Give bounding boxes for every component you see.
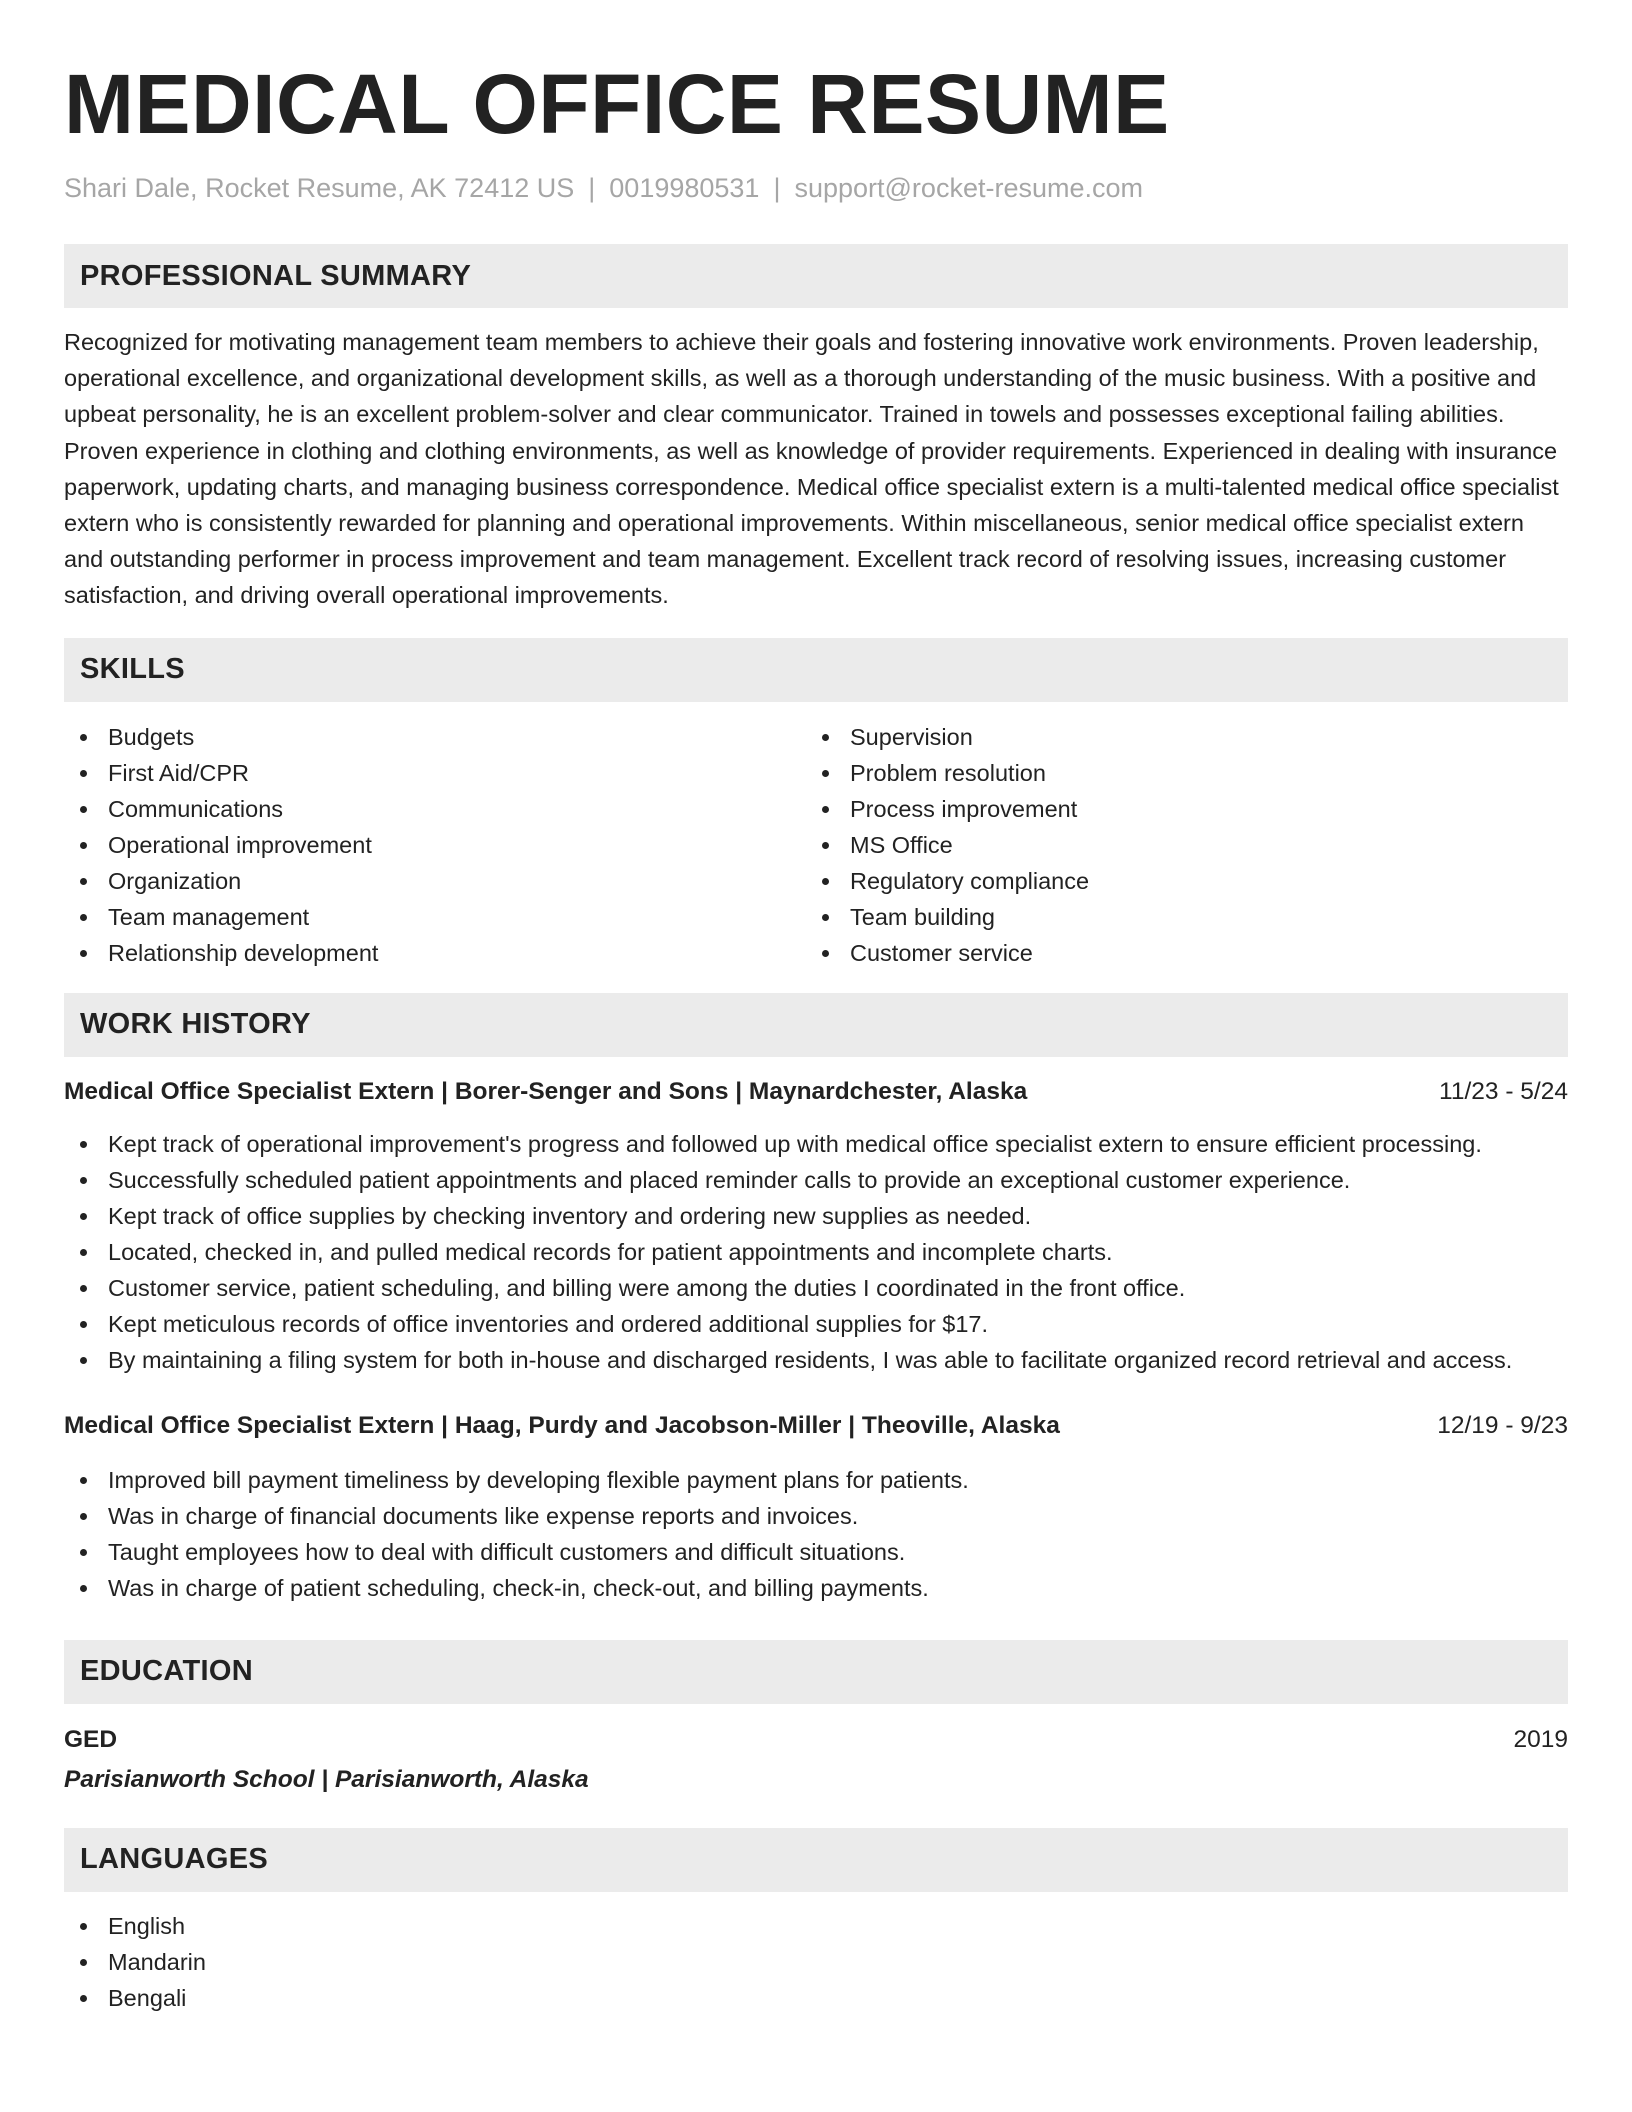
education-entry <box>64 1722 1568 1798</box>
work-history-heading: WORK HISTORY <box>64 993 1568 1057</box>
job-header <box>64 1408 1568 1444</box>
job-entry <box>64 1074 1568 1378</box>
skill-item: Team building <box>806 899 1548 935</box>
job-bullets <box>64 1462 1568 1606</box>
education-header <box>64 1722 1568 1758</box>
skills-list-right <box>806 719 1548 971</box>
resume-page <box>64 0 1568 2016</box>
education-degree: GED <box>64 1725 118 1753</box>
job-header <box>64 1074 1568 1110</box>
job-bullet: Located, checked in, and pulled medical records for patient appointments and incomplete charts. <box>64 1234 1568 1270</box>
skill-item: MS Office <box>806 827 1548 863</box>
skill-item: Team management <box>64 899 806 935</box>
job-title: Medical Office Specialist Extern | Haag, Purdy and Jacobson-Miller | Theoville, Alaska <box>64 1411 1060 1439</box>
job-bullet: By maintaining a filing system for both in-house and discharged residents, I was able to facilitate organized record retrieval and access. <box>64 1342 1568 1378</box>
job-bullet: Customer service, patient scheduling, and billing were among the duties I coordinated in the front office. <box>64 1270 1568 1306</box>
job-bullet: Was in charge of patient scheduling, check-in, check-out, and billing payments. <box>64 1570 1568 1606</box>
contact-separator: | <box>773 173 781 203</box>
skill-item: Customer service <box>806 935 1548 971</box>
language-item: Bengali <box>64 1980 1568 2016</box>
contact-email[interactable]: support@rocket-resume.com <box>794 173 1143 203</box>
job-dates: 11/23 - 5/24 <box>1439 1077 1568 1105</box>
job-bullet: Kept track of office supplies by checking inventory and ordering new supplies as needed. <box>64 1198 1568 1234</box>
job-entry <box>64 1408 1568 1606</box>
job-bullet: Taught employees how to deal with difficult customers and difficult situations. <box>64 1534 1568 1570</box>
resume-title: MEDICAL OFFICE RESUME <box>64 57 1170 151</box>
skill-item: Organization <box>64 863 806 899</box>
contact-line <box>64 172 1568 204</box>
skill-item: Operational improvement <box>64 827 806 863</box>
language-item: Mandarin <box>64 1944 1568 1980</box>
skills-column-right <box>806 719 1548 971</box>
skill-item: Problem resolution <box>806 755 1548 791</box>
languages-list <box>64 1908 1568 2016</box>
skills-grid <box>64 719 1568 971</box>
education-heading: EDUCATION <box>64 1640 1568 1704</box>
language-item: English <box>64 1908 1568 1944</box>
job-bullet: Improved bill payment timeliness by developing flexible payment plans for patients. <box>64 1462 1568 1498</box>
skill-item: Process improvement <box>806 791 1548 827</box>
education-year: 2019 <box>1513 1725 1568 1753</box>
skill-item: First Aid/CPR <box>64 755 806 791</box>
languages-heading: LANGUAGES <box>64 1828 1568 1892</box>
contact-separator: | <box>588 173 596 203</box>
skills-heading: SKILLS <box>64 638 1568 702</box>
job-bullet: Kept track of operational improvement's progress and followed up with medical office specialist extern to ensure efficient processing. <box>64 1126 1568 1162</box>
skill-item: Supervision <box>806 719 1548 755</box>
skill-item: Communications <box>64 791 806 827</box>
skills-column-left <box>64 719 806 971</box>
contact-phone: 0019980531 <box>609 173 760 203</box>
summary-text: Recognized for motivating management team members to achieve their goals and fostering innovative work environments. Proven leadership, operational excellence, and organizational development skills, as well as a thorough understanding of the music business. With a positive and upbeat personality, he is an excellent problem-solver and clear communicator. Trained in towels and possesses exceptional failing abilities. Proven experience in clothing and clothing environments, as well as knowledge of provider requirements. Experienced in dealing with insurance paperwork, updating charts, and managing business correspondence. Medical office specialist extern is a multi-talented medical office specialist extern who is consistently rewarded for planning and operational improvements. Within miscellaneous, senior medical office specialist extern and outstanding performer in process improvement and team management. Excellent track record of resolving issues, increasing customer satisfaction, and driving overall operational improvements. <box>64 329 1559 609</box>
job-bullet: Successfully scheduled patient appointments and placed reminder calls to provide an exceptional customer experience. <box>64 1162 1568 1198</box>
skill-item: Budgets <box>64 719 806 755</box>
job-bullets <box>64 1126 1568 1378</box>
skill-item: Relationship development <box>64 935 806 971</box>
job-bullet: Was in charge of financial documents like expense reports and invoices. <box>64 1498 1568 1534</box>
job-title: Medical Office Specialist Extern | Borer-Senger and Sons | Maynardchester, Alaska <box>64 1077 1028 1105</box>
education-school: Parisianworth School | Parisianworth, Alaska <box>64 1765 589 1793</box>
skills-list-left <box>64 719 806 971</box>
job-dates: 12/19 - 9/23 <box>1437 1411 1568 1439</box>
job-bullet: Kept meticulous records of office inventories and ordered additional supplies for $17. <box>64 1306 1568 1342</box>
skill-item: Regulatory compliance <box>806 863 1548 899</box>
contact-address: Shari Dale, Rocket Resume, AK 72412 US <box>64 173 575 203</box>
summary-heading: PROFESSIONAL SUMMARY <box>64 244 1568 308</box>
